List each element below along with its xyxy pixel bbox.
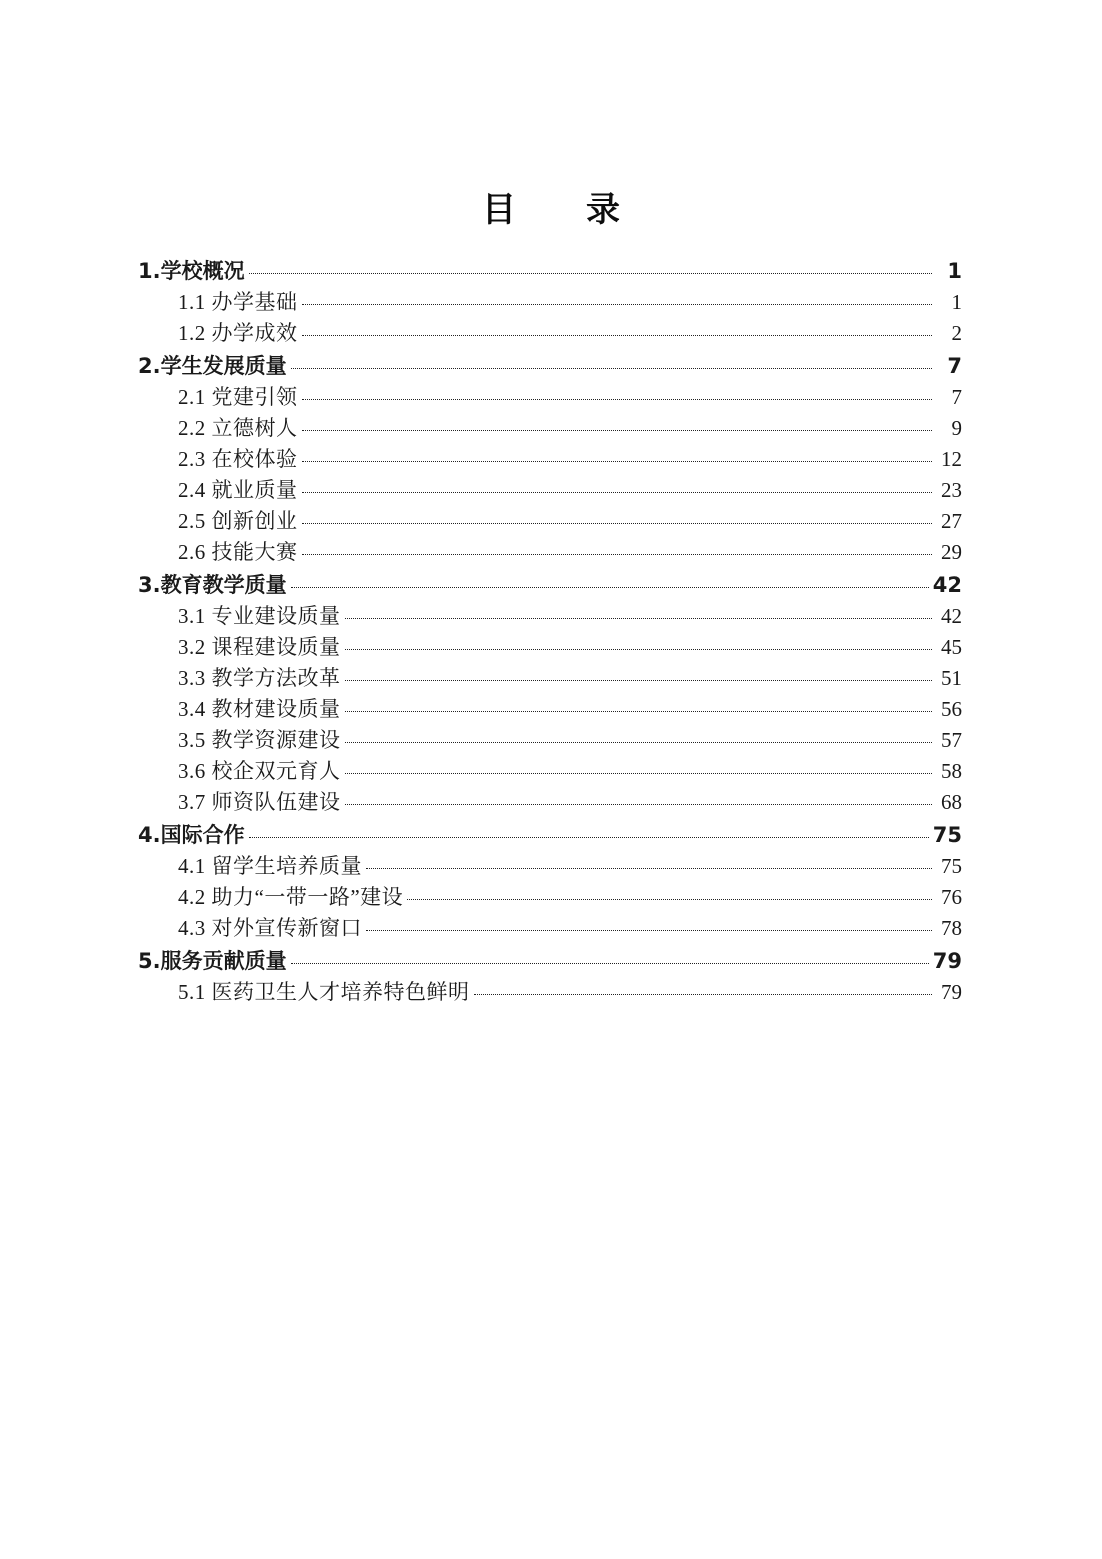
toc-entry[interactable] <box>0 951 1102 972</box>
toc-entry[interactable] <box>0 542 1102 563</box>
toc-entry-label: 3.2 课程建设质量 <box>178 635 341 659</box>
toc-leader-dots <box>249 273 932 274</box>
toc-entry[interactable] <box>0 918 1102 939</box>
toc-page-number: 42 <box>941 604 962 628</box>
toc-entry-label: 5.1 医药卫生人才培养特色鲜明 <box>178 980 470 1004</box>
toc-leader-dots <box>302 554 933 555</box>
toc-page-number: 68 <box>941 790 962 814</box>
toc-page-number: 45 <box>941 635 962 659</box>
toc-entry[interactable] <box>0 982 1102 1003</box>
toc-page-number: 27 <box>941 509 962 533</box>
toc-entry-label: 2.1 党建引领 <box>178 385 298 409</box>
toc-entry[interactable] <box>0 292 1102 313</box>
toc-leader-dots <box>345 680 933 681</box>
toc-entry[interactable] <box>0 511 1102 532</box>
toc-entry[interactable] <box>0 575 1102 596</box>
toc-entry-label: 4.2 助力“一带一路”建设 <box>178 885 404 909</box>
toc-entry[interactable] <box>0 761 1102 782</box>
toc-leader-dots <box>345 773 933 774</box>
page-title: 目 录 <box>482 192 638 229</box>
toc-leader-dots <box>291 368 932 369</box>
toc-entry[interactable] <box>0 356 1102 377</box>
toc-leader-dots <box>302 461 933 462</box>
toc-leader-dots <box>291 963 929 964</box>
toc-entry-label: 2.2 立德树人 <box>178 416 298 440</box>
toc-leader-dots <box>366 868 932 869</box>
toc-entry-label: 2.5 创新创业 <box>178 509 298 533</box>
toc-leader-dots <box>474 994 933 995</box>
toc-page-number: 57 <box>941 728 962 752</box>
toc-leader-dots <box>302 304 933 305</box>
toc-page-number: 58 <box>941 759 962 783</box>
toc-leader-dots <box>291 587 929 588</box>
toc-page-number: 76 <box>941 885 962 909</box>
toc-page-number: 7 <box>947 354 962 378</box>
toc-entry-label: 4.国际合作 <box>138 823 245 847</box>
toc-entry[interactable] <box>0 856 1102 877</box>
toc-leader-dots <box>345 742 933 743</box>
toc-page-number: 2 <box>951 321 962 345</box>
toc-leader-dots <box>302 335 933 336</box>
toc-page-number: 78 <box>941 916 962 940</box>
toc-leader-dots <box>345 618 933 619</box>
toc-entry[interactable] <box>0 418 1102 439</box>
toc-entry[interactable] <box>0 825 1102 846</box>
toc-entry-label: 3.7 师资队伍建设 <box>178 790 341 814</box>
toc-entry-label: 3.5 教学资源建设 <box>178 728 341 752</box>
toc-page-number: 79 <box>941 980 962 1004</box>
toc-page-number: 75 <box>932 823 962 847</box>
toc-entry-label: 4.3 对外宣传新窗口 <box>178 916 362 940</box>
toc-entry[interactable] <box>0 387 1102 408</box>
toc-page-number: 7 <box>951 385 962 409</box>
toc-entry[interactable] <box>0 261 1102 282</box>
toc-entry-label: 3.4 教材建设质量 <box>178 697 341 721</box>
toc-leader-dots <box>249 837 929 838</box>
toc-entry-label: 2.学生发展质量 <box>138 354 287 378</box>
toc-entry[interactable] <box>0 699 1102 720</box>
toc-page-number: 29 <box>941 540 962 564</box>
toc-entry[interactable] <box>0 730 1102 751</box>
toc-leader-dots <box>302 492 933 493</box>
toc-entry-label: 3.1 专业建设质量 <box>178 604 341 628</box>
toc-page-number: 23 <box>941 478 962 502</box>
toc-entry-label: 3.教育教学质量 <box>138 573 287 597</box>
toc-page-number: 42 <box>932 573 962 597</box>
toc-entry[interactable] <box>0 668 1102 689</box>
toc-leader-dots <box>302 399 933 400</box>
toc-leader-dots <box>345 649 933 650</box>
toc-entry[interactable] <box>0 323 1102 344</box>
toc-page-number: 75 <box>941 854 962 878</box>
toc-entry[interactable] <box>0 637 1102 658</box>
toc-entry-label: 3.6 校企双元育人 <box>178 759 341 783</box>
toc-leader-dots <box>302 430 933 431</box>
toc-leader-dots <box>345 711 933 712</box>
toc-leader-dots <box>366 930 932 931</box>
toc-page-number: 79 <box>932 949 962 973</box>
toc-page-number: 51 <box>941 666 962 690</box>
toc-entry-label: 1.1 办学基础 <box>178 290 298 314</box>
toc-page-number: 1 <box>947 259 962 283</box>
toc-entry-label: 3.3 教学方法改革 <box>178 666 341 690</box>
toc-entry-label: 4.1 留学生培养质量 <box>178 854 362 878</box>
toc-page-number: 12 <box>941 447 962 471</box>
toc-entry-label: 2.6 技能大赛 <box>178 540 298 564</box>
toc-entry-label: 1.2 办学成效 <box>178 321 298 345</box>
toc-entry-label: 1.学校概况 <box>138 259 245 283</box>
toc-leader-dots <box>345 804 933 805</box>
toc-entry-label: 2.4 就业质量 <box>178 478 298 502</box>
toc-entry[interactable] <box>0 792 1102 813</box>
toc-entry[interactable] <box>0 480 1102 501</box>
toc-entry-label: 2.3 在校体验 <box>178 447 298 471</box>
toc-entry[interactable] <box>0 449 1102 470</box>
toc-entry-label: 5.服务贡献质量 <box>138 949 287 973</box>
toc-leader-dots <box>407 899 932 900</box>
toc-page-number: 56 <box>941 697 962 721</box>
table-of-contents <box>0 261 1102 1003</box>
toc-page-number: 1 <box>951 290 962 314</box>
toc-page-number: 9 <box>951 416 962 440</box>
toc-entry[interactable] <box>0 887 1102 908</box>
toc-leader-dots <box>302 523 933 524</box>
toc-entry[interactable] <box>0 606 1102 627</box>
